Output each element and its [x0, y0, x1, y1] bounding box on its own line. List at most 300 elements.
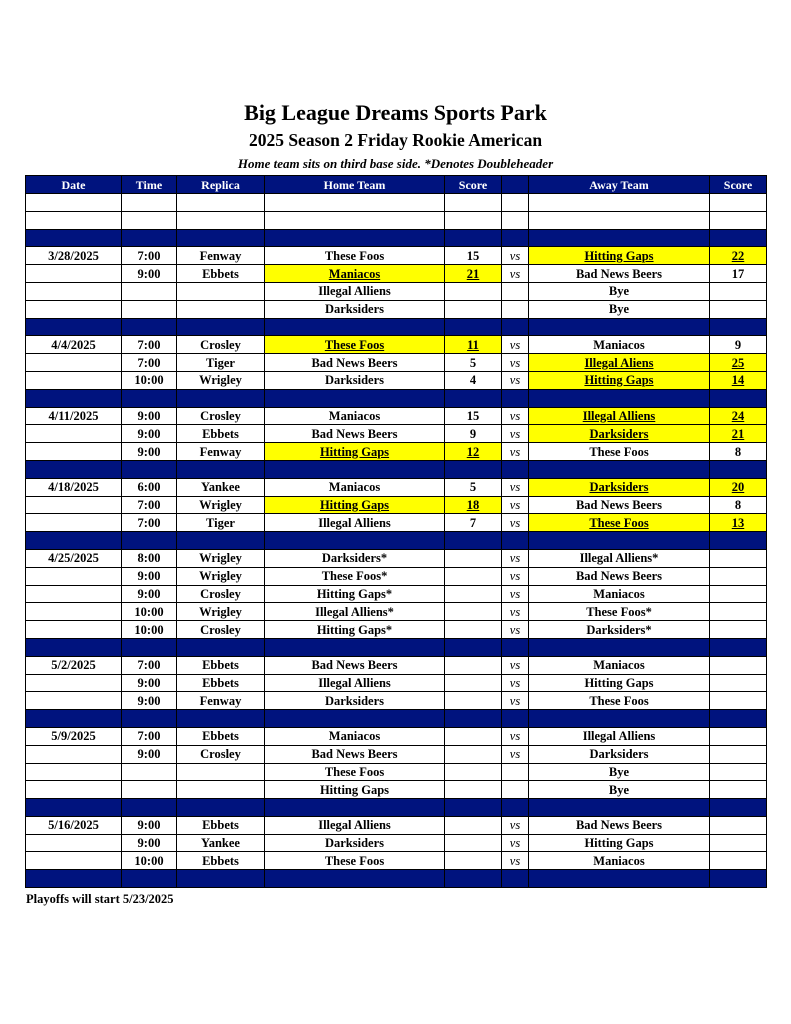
away-score-cell — [710, 852, 767, 870]
separator-cell — [265, 389, 445, 407]
vs-cell: vs — [502, 354, 529, 372]
home-team-cell: Maniacos — [265, 727, 445, 745]
time-cell — [122, 300, 177, 318]
home-team-cell — [265, 194, 445, 212]
game-row — [26, 371, 767, 389]
away-score-cell — [710, 621, 767, 639]
home-score-cell — [445, 781, 502, 799]
vs-cell: vs — [502, 656, 529, 674]
vs-cell — [502, 763, 529, 781]
separator-cell — [177, 460, 265, 478]
separator-cell — [529, 799, 710, 817]
separator-cell — [502, 389, 529, 407]
page-note: Home team sits on third base side. *Denotes Doubleheader — [237, 156, 554, 171]
date-cell — [26, 781, 122, 799]
home-score-cell: 9 — [445, 425, 502, 443]
home-score-cell: 7 — [445, 514, 502, 532]
date-cell: 5/16/2025 — [26, 816, 122, 834]
date-cell — [26, 443, 122, 461]
separator-cell — [502, 870, 529, 888]
separator-cell — [529, 532, 710, 550]
home-score-cell: 18 — [445, 496, 502, 514]
week-separator — [26, 460, 767, 478]
column-header: Home Team — [265, 176, 445, 194]
separator-cell — [122, 318, 177, 336]
away-score-cell: 25 — [710, 354, 767, 372]
game-row — [26, 692, 767, 710]
away-team-cell: Darksiders — [529, 745, 710, 763]
game-row — [26, 265, 767, 283]
vs-cell: vs — [502, 692, 529, 710]
away-team-cell: Darksiders* — [529, 621, 710, 639]
vs-cell: vs — [502, 514, 529, 532]
date-cell: 3/28/2025 — [26, 247, 122, 265]
home-team-cell: Hitting Gaps* — [265, 621, 445, 639]
away-team-cell: Darksiders — [529, 478, 710, 496]
vs-cell: vs — [502, 567, 529, 585]
game-row — [26, 496, 767, 514]
replica-cell: Yankee — [177, 478, 265, 496]
time-cell: 8:00 — [122, 549, 177, 567]
time-cell — [122, 781, 177, 799]
separator-cell — [26, 318, 122, 336]
replica-cell — [177, 194, 265, 212]
away-team-cell: Maniacos — [529, 336, 710, 354]
separator-cell — [26, 799, 122, 817]
separator-cell — [529, 870, 710, 888]
separator-cell — [26, 870, 122, 888]
home-score-cell — [445, 763, 502, 781]
separator-cell — [177, 229, 265, 247]
separator-cell — [529, 229, 710, 247]
date-cell: 5/9/2025 — [26, 727, 122, 745]
separator-cell — [265, 460, 445, 478]
replica-cell: Fenway — [177, 443, 265, 461]
away-team-cell — [529, 211, 710, 229]
separator-cell — [265, 532, 445, 550]
separator-cell — [502, 638, 529, 656]
game-row — [26, 816, 767, 834]
home-team-cell: These Foos — [265, 247, 445, 265]
date-cell — [26, 211, 122, 229]
home-score-cell: 15 — [445, 407, 502, 425]
home-team-cell: Darksiders — [265, 692, 445, 710]
separator-cell — [445, 389, 502, 407]
home-score-cell — [445, 745, 502, 763]
vs-cell: vs — [502, 852, 529, 870]
column-header: Score — [445, 176, 502, 194]
time-cell: 9:00 — [122, 816, 177, 834]
separator-cell — [177, 870, 265, 888]
separator-cell — [710, 229, 767, 247]
replica-cell: Wrigley — [177, 371, 265, 389]
separator-cell — [529, 638, 710, 656]
separator-cell — [445, 870, 502, 888]
separator-cell — [122, 638, 177, 656]
replica-cell — [177, 282, 265, 300]
separator-cell — [445, 229, 502, 247]
game-row — [26, 336, 767, 354]
game-row — [26, 549, 767, 567]
separator-cell — [177, 389, 265, 407]
time-cell: 9:00 — [122, 567, 177, 585]
separator-cell — [265, 710, 445, 728]
separator-cell — [529, 389, 710, 407]
vs-cell: vs — [502, 371, 529, 389]
separator-cell — [710, 318, 767, 336]
away-score-cell — [710, 567, 767, 585]
separator-cell — [445, 460, 502, 478]
game-row — [26, 300, 767, 318]
home-score-cell — [445, 727, 502, 745]
home-score-cell: 5 — [445, 478, 502, 496]
home-score-cell — [445, 852, 502, 870]
column-header: Date — [26, 176, 122, 194]
game-row — [26, 834, 767, 852]
column-header: Time — [122, 176, 177, 194]
game-row — [26, 674, 767, 692]
away-team-cell: Illegal Aliens — [529, 354, 710, 372]
time-cell: 10:00 — [122, 603, 177, 621]
column-header: Replica — [177, 176, 265, 194]
away-team-cell: Bad News Beers — [529, 816, 710, 834]
date-cell — [26, 354, 122, 372]
game-row — [26, 727, 767, 745]
time-cell: 7:00 — [122, 514, 177, 532]
home-team-cell: Maniacos — [265, 407, 445, 425]
home-team-cell: Illegal Alliens — [265, 674, 445, 692]
away-score-cell — [710, 674, 767, 692]
home-team-cell: Hitting Gaps* — [265, 585, 445, 603]
replica-cell: Ebbets — [177, 816, 265, 834]
date-cell — [26, 300, 122, 318]
week-separator — [26, 870, 767, 888]
date-cell: 4/4/2025 — [26, 336, 122, 354]
game-row — [26, 282, 767, 300]
home-team-cell: Bad News Beers — [265, 354, 445, 372]
separator-cell — [122, 870, 177, 888]
separator-cell — [265, 229, 445, 247]
game-row — [26, 603, 767, 621]
replica-cell: Fenway — [177, 247, 265, 265]
replica-cell: Wrigley — [177, 567, 265, 585]
game-row — [26, 425, 767, 443]
vs-cell: vs — [502, 585, 529, 603]
away-score-cell: 14 — [710, 371, 767, 389]
away-score-cell — [710, 282, 767, 300]
separator-cell — [445, 318, 502, 336]
vs-cell: vs — [502, 425, 529, 443]
replica-cell: Crosley — [177, 745, 265, 763]
home-team-cell: Hitting Gaps — [265, 443, 445, 461]
vs-cell: vs — [502, 727, 529, 745]
vs-cell: vs — [502, 407, 529, 425]
away-team-cell: Illegal Alliens — [529, 407, 710, 425]
home-score-cell — [445, 282, 502, 300]
separator-cell — [26, 638, 122, 656]
home-team-cell: Bad News Beers — [265, 745, 445, 763]
time-cell: 7:00 — [122, 354, 177, 372]
time-cell: 6:00 — [122, 478, 177, 496]
away-score-cell — [710, 549, 767, 567]
separator-cell — [265, 318, 445, 336]
away-team-cell: Darksiders — [529, 425, 710, 443]
home-score-cell: 21 — [445, 265, 502, 283]
game-row — [26, 354, 767, 372]
home-team-cell: Illegal Alliens — [265, 514, 445, 532]
game-row — [26, 514, 767, 532]
separator-cell — [26, 389, 122, 407]
home-team-cell: These Foos — [265, 852, 445, 870]
separator-cell — [122, 799, 177, 817]
home-team-cell: Illegal Alliens* — [265, 603, 445, 621]
vs-cell — [502, 194, 529, 212]
date-cell — [26, 674, 122, 692]
home-team-cell: These Foos — [265, 763, 445, 781]
date-cell: 4/11/2025 — [26, 407, 122, 425]
separator-cell — [445, 799, 502, 817]
separator-cell — [122, 460, 177, 478]
separator-cell — [502, 460, 529, 478]
separator-cell — [26, 710, 122, 728]
vs-cell — [502, 300, 529, 318]
away-team-cell: Maniacos — [529, 656, 710, 674]
home-team-cell: Bad News Beers — [265, 425, 445, 443]
home-team-cell: Maniacos — [265, 478, 445, 496]
week-separator — [26, 389, 767, 407]
away-score-cell — [710, 745, 767, 763]
game-row — [26, 211, 767, 229]
replica-cell: Ebbets — [177, 265, 265, 283]
time-cell: 9:00 — [122, 443, 177, 461]
replica-cell: Ebbets — [177, 727, 265, 745]
time-cell: 9:00 — [122, 265, 177, 283]
home-score-cell — [445, 834, 502, 852]
replica-cell: Ebbets — [177, 425, 265, 443]
away-team-cell: Bye — [529, 781, 710, 799]
vs-cell: vs — [502, 443, 529, 461]
home-score-cell — [445, 692, 502, 710]
date-cell — [26, 834, 122, 852]
replica-cell: Ebbets — [177, 674, 265, 692]
separator-cell — [710, 799, 767, 817]
away-score-cell — [710, 300, 767, 318]
time-cell: 9:00 — [122, 585, 177, 603]
time-cell: 7:00 — [122, 336, 177, 354]
game-row — [26, 194, 767, 212]
vs-cell: vs — [502, 496, 529, 514]
vs-cell: vs — [502, 478, 529, 496]
date-cell — [26, 745, 122, 763]
replica-cell: Fenway — [177, 692, 265, 710]
away-team-cell: Bye — [529, 300, 710, 318]
vs-cell: vs — [502, 674, 529, 692]
separator-cell — [529, 318, 710, 336]
home-team-cell — [265, 211, 445, 229]
away-score-cell — [710, 834, 767, 852]
separator-cell — [710, 870, 767, 888]
time-cell: 7:00 — [122, 656, 177, 674]
game-row — [26, 656, 767, 674]
home-score-cell — [445, 816, 502, 834]
game-row — [26, 407, 767, 425]
vs-cell: vs — [502, 621, 529, 639]
separator-cell — [177, 638, 265, 656]
date-cell — [26, 514, 122, 532]
date-cell — [26, 585, 122, 603]
separator-cell — [710, 532, 767, 550]
home-score-cell — [445, 567, 502, 585]
away-team-cell: These Foos — [529, 443, 710, 461]
home-score-cell — [445, 211, 502, 229]
game-row — [26, 567, 767, 585]
date-cell — [26, 621, 122, 639]
column-header: Away Team — [529, 176, 710, 194]
date-cell — [26, 265, 122, 283]
time-cell: 10:00 — [122, 852, 177, 870]
game-row — [26, 247, 767, 265]
time-cell — [122, 211, 177, 229]
away-score-cell — [710, 194, 767, 212]
week-separator — [26, 799, 767, 817]
replica-cell: Crosley — [177, 407, 265, 425]
separator-cell — [502, 799, 529, 817]
time-cell: 9:00 — [122, 425, 177, 443]
home-score-cell — [445, 621, 502, 639]
vs-cell — [502, 282, 529, 300]
vs-cell: vs — [502, 816, 529, 834]
away-score-cell — [710, 727, 767, 745]
column-header: Score — [710, 176, 767, 194]
away-team-cell: Maniacos — [529, 852, 710, 870]
replica-cell: Wrigley — [177, 549, 265, 567]
home-team-cell: Illegal Alliens — [265, 816, 445, 834]
separator-cell — [445, 532, 502, 550]
away-team-cell: These Foos* — [529, 603, 710, 621]
week-separator — [26, 638, 767, 656]
separator-cell — [710, 638, 767, 656]
separator-cell — [26, 229, 122, 247]
away-score-cell — [710, 585, 767, 603]
separator-cell — [529, 710, 710, 728]
time-cell: 7:00 — [122, 496, 177, 514]
away-score-cell: 24 — [710, 407, 767, 425]
time-cell: 9:00 — [122, 834, 177, 852]
away-score-cell: 13 — [710, 514, 767, 532]
game-row — [26, 478, 767, 496]
home-score-cell — [445, 549, 502, 567]
home-team-cell: Hitting Gaps — [265, 496, 445, 514]
replica-cell: Ebbets — [177, 656, 265, 674]
away-team-cell: Bye — [529, 763, 710, 781]
date-cell: 4/25/2025 — [26, 549, 122, 567]
away-team-cell — [529, 194, 710, 212]
home-score-cell — [445, 603, 502, 621]
home-score-cell — [445, 194, 502, 212]
replica-cell: Wrigley — [177, 603, 265, 621]
replica-cell — [177, 781, 265, 799]
separator-cell — [122, 710, 177, 728]
separator-cell — [445, 638, 502, 656]
page-subtitle: 2025 Season 2 Friday Rookie American — [248, 130, 543, 150]
home-score-cell — [445, 300, 502, 318]
separator-cell — [265, 638, 445, 656]
home-team-cell: Bad News Beers — [265, 656, 445, 674]
separator-cell — [710, 710, 767, 728]
replica-cell: Tiger — [177, 354, 265, 372]
separator-cell — [26, 532, 122, 550]
home-team-cell: Darksiders — [265, 834, 445, 852]
away-team-cell: Bad News Beers — [529, 496, 710, 514]
away-team-cell: Bye — [529, 282, 710, 300]
separator-cell — [177, 318, 265, 336]
separator-cell — [710, 460, 767, 478]
away-score-cell — [710, 656, 767, 674]
separator-cell — [502, 318, 529, 336]
replica-cell: Tiger — [177, 514, 265, 532]
separator-cell — [122, 532, 177, 550]
vs-cell: vs — [502, 603, 529, 621]
home-team-cell: Hitting Gaps — [265, 781, 445, 799]
date-cell — [26, 567, 122, 585]
home-team-cell: These Foos — [265, 336, 445, 354]
week-separator — [26, 318, 767, 336]
page-title: Big League Dreams Sports Park — [244, 100, 547, 125]
time-cell: 9:00 — [122, 407, 177, 425]
away-team-cell: These Foos — [529, 692, 710, 710]
home-team-cell: Darksiders — [265, 300, 445, 318]
game-row — [26, 852, 767, 870]
separator-cell — [122, 229, 177, 247]
vs-cell — [502, 211, 529, 229]
replica-cell: Yankee — [177, 834, 265, 852]
separator-cell — [177, 710, 265, 728]
home-score-cell: 11 — [445, 336, 502, 354]
time-cell: 9:00 — [122, 745, 177, 763]
week-separator — [26, 229, 767, 247]
date-cell: 5/2/2025 — [26, 656, 122, 674]
vs-cell: vs — [502, 336, 529, 354]
time-cell: 7:00 — [122, 247, 177, 265]
date-cell — [26, 282, 122, 300]
separator-cell — [177, 532, 265, 550]
separator-cell — [502, 532, 529, 550]
time-cell: 7:00 — [122, 727, 177, 745]
separator-cell — [529, 460, 710, 478]
replica-cell: Ebbets — [177, 852, 265, 870]
home-score-cell: 15 — [445, 247, 502, 265]
column-header — [502, 176, 529, 194]
date-cell — [26, 852, 122, 870]
time-cell: 10:00 — [122, 621, 177, 639]
home-score-cell: 4 — [445, 371, 502, 389]
game-row — [26, 781, 767, 799]
separator-cell — [710, 389, 767, 407]
time-cell — [122, 282, 177, 300]
vs-cell: vs — [502, 247, 529, 265]
away-team-cell: These Foos — [529, 514, 710, 532]
home-team-cell: Darksiders — [265, 371, 445, 389]
home-team-cell: Illegal Alliens — [265, 282, 445, 300]
away-score-cell — [710, 603, 767, 621]
week-separator — [26, 532, 767, 550]
separator-cell — [177, 799, 265, 817]
away-score-cell: 22 — [710, 247, 767, 265]
home-score-cell — [445, 674, 502, 692]
away-team-cell: Hitting Gaps — [529, 674, 710, 692]
separator-cell — [265, 799, 445, 817]
away-team-cell: Illegal Alliens — [529, 727, 710, 745]
